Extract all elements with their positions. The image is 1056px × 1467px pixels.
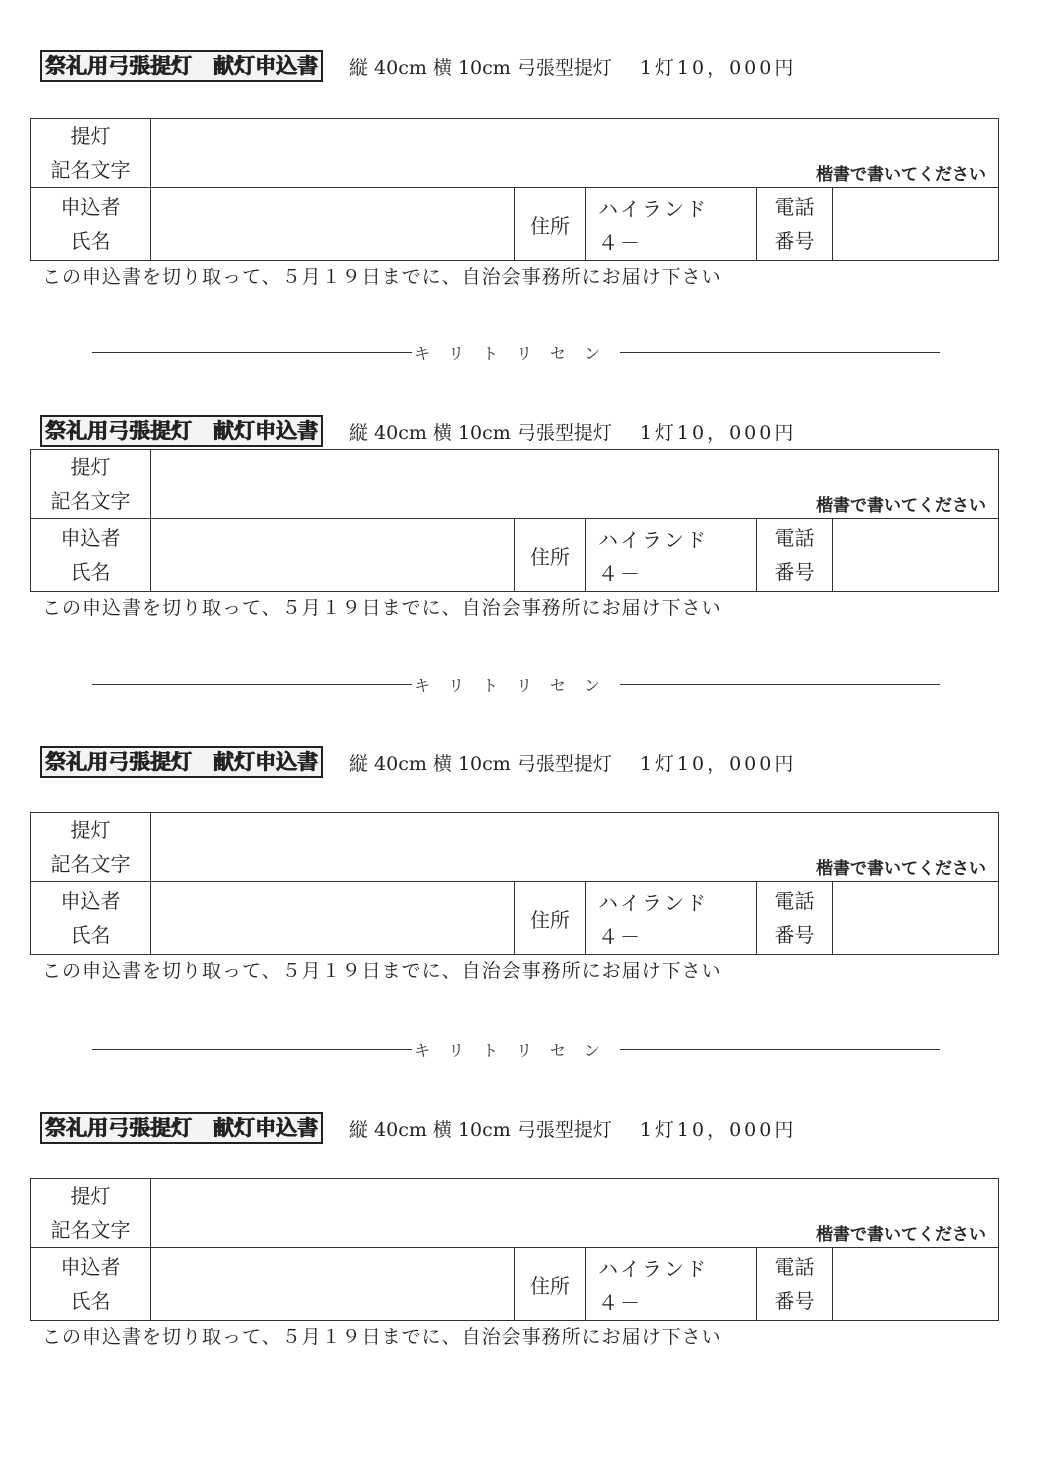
lantern-text-label: 提灯 記名文字 [31, 813, 151, 882]
address-field[interactable]: ハイランド ４－ [586, 1248, 757, 1321]
cut-line-right [620, 684, 940, 685]
phone-field[interactable] [833, 519, 999, 592]
lantern-price: 1灯10，000円 [639, 1118, 797, 1141]
form-title: 祭礼用弓張提灯 献灯申込書 [40, 746, 323, 778]
lantern-text-label: 提灯 記名文字 [31, 119, 151, 188]
lantern-text-label: 提灯 記名文字 [31, 450, 151, 519]
form-title: 祭礼用弓張提灯 献灯申込書 [40, 415, 323, 447]
applicant-name-label: 申込者 氏名 [31, 1248, 151, 1321]
form-table [30, 1178, 999, 1321]
cut-line-text: キリトリセン [414, 343, 618, 363]
submission-note: この申込書を切り取って、５月１９日までに、自治会事務所にお届け下さい [42, 597, 722, 619]
cut-line-right [620, 352, 940, 353]
cut-line-text: キリトリセン [414, 1040, 618, 1060]
cut-line-left [92, 352, 412, 353]
lantern-price: 1灯10，000円 [639, 421, 797, 444]
calligraphy-hint: 楷書で書いてください [816, 1225, 987, 1245]
lantern-text-field[interactable] [151, 450, 999, 519]
calligraphy-hint: 楷書で書いてください [816, 859, 987, 879]
lantern-price: 1灯10，000円 [639, 752, 797, 775]
phone-field[interactable] [833, 1248, 999, 1321]
phone-label: 電話 番号 [757, 188, 833, 261]
phone-field[interactable] [833, 188, 999, 261]
address-label: 住所 [515, 188, 586, 261]
lantern-text-field[interactable] [151, 813, 999, 882]
lantern-spec: 縦 40cm 横 10cm 弓張型提灯 [349, 1118, 612, 1141]
phone-label: 電話 番号 [757, 519, 833, 592]
applicant-name-label: 申込者 氏名 [31, 519, 151, 592]
address-field[interactable]: ハイランド ４－ [586, 188, 757, 261]
lantern-text-field[interactable] [151, 1179, 999, 1248]
calligraphy-hint: 楷書で書いてください [816, 496, 987, 516]
cut-line-right [620, 1049, 940, 1050]
lantern-spec: 縦 40cm 横 10cm 弓張型提灯 [349, 421, 612, 444]
address-label: 住所 [515, 519, 586, 592]
form-heading [40, 48, 796, 84]
applicant-name-field[interactable] [151, 188, 515, 261]
form-table [30, 118, 999, 261]
form-heading [40, 744, 796, 780]
submission-note: この申込書を切り取って、５月１９日までに、自治会事務所にお届け下さい [42, 960, 722, 982]
form-heading [40, 1110, 796, 1146]
applicant-name-field[interactable] [151, 519, 515, 592]
cut-line-left [92, 1049, 412, 1050]
address-field[interactable]: ハイランド ４－ [586, 882, 757, 955]
submission-note: この申込書を切り取って、５月１９日までに、自治会事務所にお届け下さい [42, 266, 722, 288]
lantern-price: 1灯10，000円 [639, 56, 797, 79]
lantern-text-field[interactable] [151, 119, 999, 188]
cut-line-text: キリトリセン [414, 675, 618, 695]
address-label: 住所 [515, 1248, 586, 1321]
cut-line-2 [92, 672, 940, 696]
lantern-spec: 縦 40cm 横 10cm 弓張型提灯 [349, 752, 612, 775]
address-label: 住所 [515, 882, 586, 955]
form-heading [40, 413, 796, 449]
phone-field[interactable] [833, 882, 999, 955]
lantern-spec: 縦 40cm 横 10cm 弓張型提灯 [349, 56, 612, 79]
applicant-name-label: 申込者 氏名 [31, 188, 151, 261]
submission-note: この申込書を切り取って、５月１９日までに、自治会事務所にお届け下さい [42, 1326, 722, 1348]
cut-line-3 [92, 1037, 940, 1061]
calligraphy-hint: 楷書で書いてください [816, 165, 987, 185]
form-title: 祭礼用弓張提灯 献灯申込書 [40, 50, 323, 82]
form-table [30, 449, 999, 592]
address-field[interactable]: ハイランド ４－ [586, 519, 757, 592]
applicant-name-field[interactable] [151, 882, 515, 955]
lantern-text-label: 提灯 記名文字 [31, 1179, 151, 1248]
phone-label: 電話 番号 [757, 882, 833, 955]
form-title: 祭礼用弓張提灯 献灯申込書 [40, 1112, 323, 1144]
form-table [30, 812, 999, 955]
phone-label: 電話 番号 [757, 1248, 833, 1321]
applicant-name-field[interactable] [151, 1248, 515, 1321]
applicant-name-label: 申込者 氏名 [31, 882, 151, 955]
cut-line-1 [92, 340, 940, 364]
cut-line-left [92, 684, 412, 685]
